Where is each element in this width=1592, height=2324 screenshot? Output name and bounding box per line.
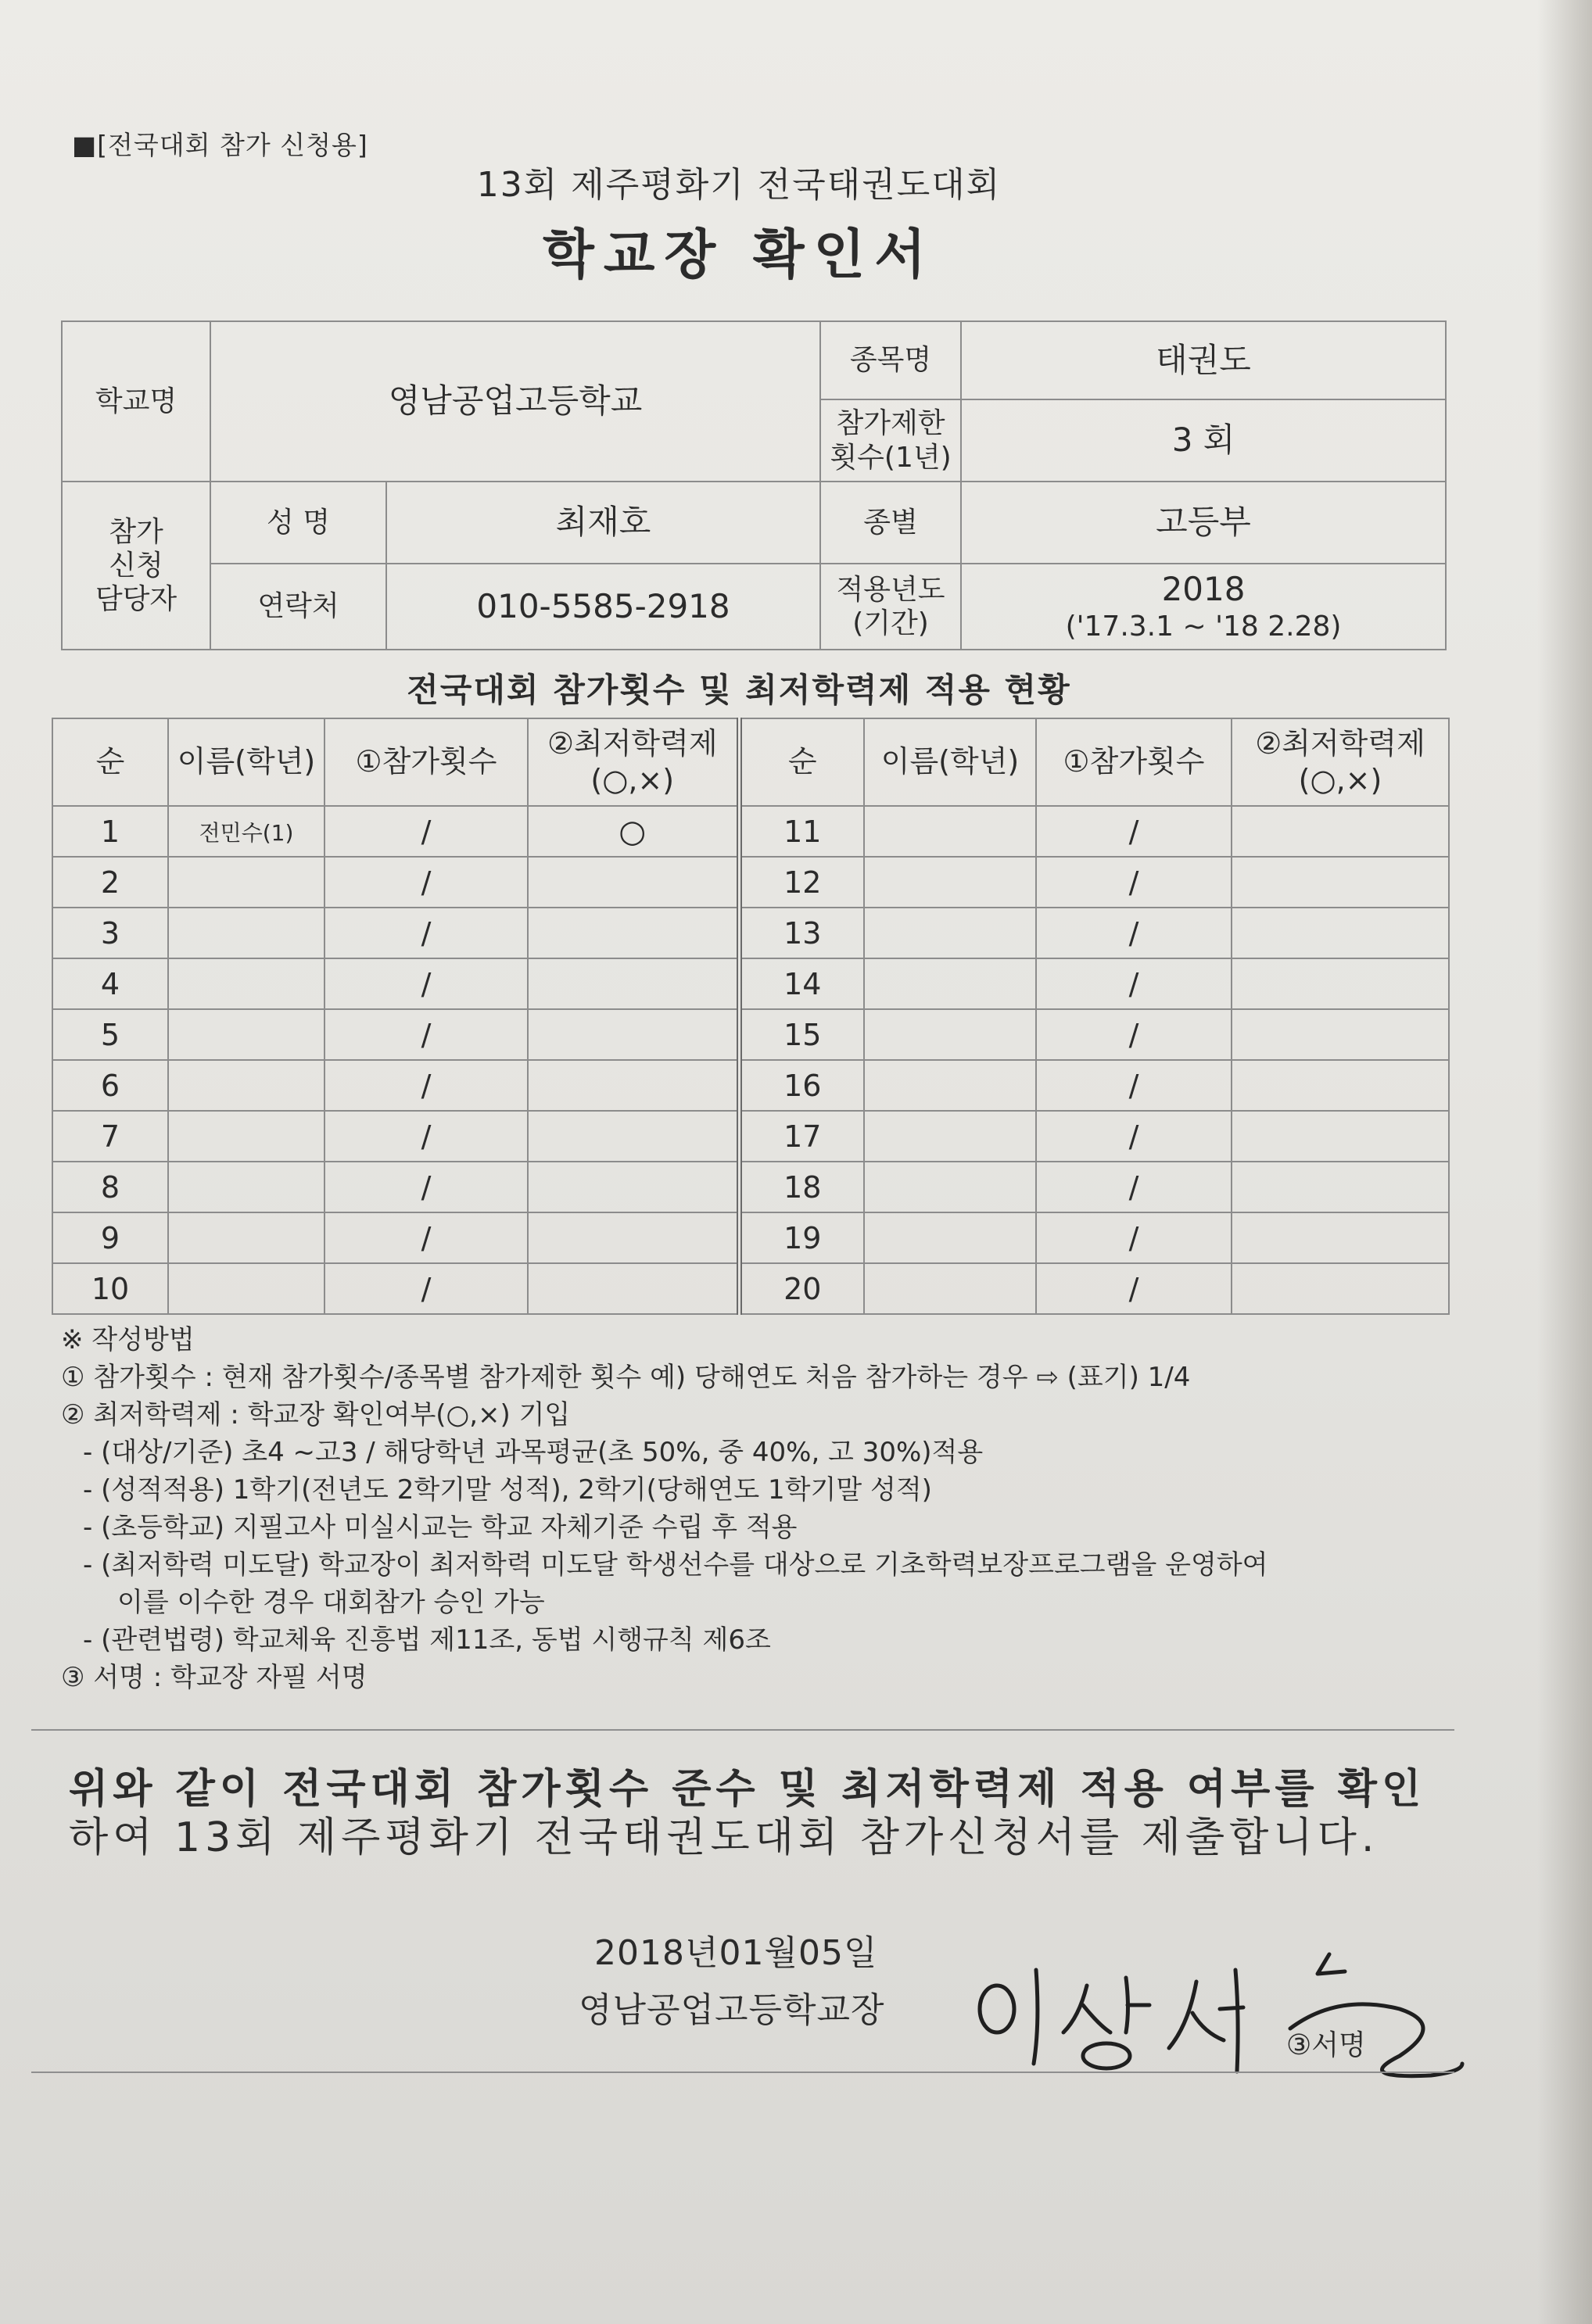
header-count-right: ①참가횟수	[1036, 718, 1232, 806]
row-count-left: /	[324, 958, 528, 1009]
row-name-right	[864, 1162, 1036, 1212]
row-min-grade-left: ○	[528, 806, 739, 857]
document-title: 학교장 확인서	[543, 224, 935, 286]
row-count-left: /	[324, 1212, 528, 1263]
header-min-grade-line2: (○,×)	[590, 763, 675, 797]
table-row	[52, 1263, 1449, 1314]
row-min-grade-left	[528, 857, 739, 908]
form-tag: ■[전국대회 참가 신청용]	[72, 130, 368, 160]
row-count-right: /	[1036, 1009, 1232, 1060]
note-laws: - (관련법령) 학교체육 진흥법 제11조, 동법 시행규칙 제6조	[83, 1624, 771, 1656]
row-min-grade-left	[528, 1111, 739, 1162]
row-count-left: /	[324, 1111, 528, 1162]
row-count-left: /	[324, 1263, 528, 1314]
row-no-left: 4	[52, 958, 168, 1009]
row-min-grade-left	[528, 908, 739, 958]
row-no-left: 2	[52, 857, 168, 908]
year-label-line1: 적용년도	[836, 573, 945, 606]
limit-label-line2: 횟수(1년)	[830, 441, 952, 474]
row-no-left: 8	[52, 1162, 168, 1212]
row-name-right	[864, 1263, 1036, 1314]
row-name-left	[168, 1162, 324, 1212]
row-no-right: 15	[739, 1009, 864, 1060]
sign-label: ③서명	[1286, 2029, 1366, 2061]
limit-value: 3 회	[961, 399, 1446, 482]
year-value: 2018	[1161, 570, 1246, 609]
row-count-left: /	[324, 908, 528, 958]
row-name-right	[864, 857, 1036, 908]
header-min-grade-right	[1232, 718, 1449, 806]
row-name-left: 전민수(1)	[168, 806, 324, 857]
row-name-right	[864, 908, 1036, 958]
row-name-left	[168, 1060, 324, 1111]
row-no-left: 1	[52, 806, 168, 857]
row-name-left	[168, 1009, 324, 1060]
table-row	[52, 1162, 1449, 1212]
row-name-right	[864, 958, 1036, 1009]
event-label: 종목명	[820, 321, 961, 399]
note-below-min: - (최저학력 미도달) 학교장이 최저학력 미도달 학생선수를 대상으로 기초학력보장프로그램을 운영하여	[83, 1549, 1268, 1581]
row-name-right	[864, 1212, 1036, 1263]
instructions	[61, 1321, 1468, 1696]
row-name-left	[168, 857, 324, 908]
table-row	[52, 857, 1449, 908]
row-no-right: 11	[739, 806, 864, 857]
row-count-left: /	[324, 1009, 528, 1060]
row-name-right	[864, 1111, 1036, 1162]
row-name-left	[168, 1111, 324, 1162]
row-name-left	[168, 908, 324, 958]
row-no-left: 5	[52, 1009, 168, 1060]
limit-label-line1: 참가제한	[836, 407, 945, 440]
note-signature: ③ 서명 : 학교장 자필 서명	[61, 1662, 368, 1693]
divider-bottom	[31, 2072, 1454, 2073]
header-count: ①참가횟수	[324, 718, 528, 806]
row-name-right	[864, 1060, 1036, 1111]
table-row	[52, 1212, 1449, 1263]
row-no-right: 19	[739, 1212, 864, 1263]
row-no-right: 17	[739, 1111, 864, 1162]
table-row	[52, 908, 1449, 958]
contact-label-line3: 담당자	[95, 583, 177, 616]
row-count-right: /	[1036, 1162, 1232, 1212]
row-no-left: 6	[52, 1060, 168, 1111]
limit-label	[820, 399, 961, 482]
division-label: 종별	[820, 482, 961, 564]
row-name-right	[864, 806, 1036, 857]
row-name-left	[168, 1212, 324, 1263]
event-value: 태권도	[961, 321, 1446, 399]
header-min-grade-line1: ②최저학력제	[547, 725, 718, 761]
row-count-left: /	[324, 1162, 528, 1212]
table-row	[52, 806, 1449, 857]
row-min-grade-left	[528, 1263, 739, 1314]
issue-date: 2018년01월05일	[594, 1933, 878, 1973]
name-value: 최재호	[386, 482, 820, 564]
roster-title: 전국대회 참가횟수 및 최저학력제 적용 현황	[407, 671, 1071, 709]
row-min-grade-left	[528, 958, 739, 1009]
contact-label-line2: 신청	[109, 549, 163, 582]
row-min-grade-right	[1232, 1162, 1449, 1212]
paper-shadow	[1537, 0, 1592, 2324]
row-count-left: /	[324, 1060, 528, 1111]
row-no-right: 16	[739, 1060, 864, 1111]
row-min-grade-right	[1232, 1009, 1449, 1060]
note-participation: ① 참가횟수 : 현재 참가횟수/종목별 참가제한 횟수 예) 당해연도 처음 참가하는 경우 ⇨ (표기) 1/4	[61, 1362, 1191, 1393]
row-count-left: /	[324, 806, 528, 857]
event-subtitle: 13회 제주평화기 전국태권도대회	[476, 165, 1002, 205]
year-label	[820, 564, 961, 650]
row-name-right	[864, 1009, 1036, 1060]
note-target: - (대상/기준) 초4 ~고3 / 해당학년 과목평균(초 50%, 중 40%, 고 30%)적용	[83, 1437, 984, 1468]
row-min-grade-right	[1232, 806, 1449, 857]
row-min-grade-right	[1232, 1263, 1449, 1314]
header-min-grade-right-line2: (○,×)	[1298, 763, 1382, 797]
row-count-right: /	[1036, 1060, 1232, 1111]
year-value-cell	[961, 564, 1446, 650]
contact-label	[62, 482, 210, 650]
declaration	[69, 1765, 1445, 1862]
phone-label: 연락처	[210, 564, 386, 650]
phone-value: 010-5585-2918	[386, 564, 820, 650]
row-count-right: /	[1036, 1263, 1232, 1314]
row-count-right: /	[1036, 806, 1232, 857]
row-no-right: 12	[739, 857, 864, 908]
school-info-table	[61, 320, 1447, 650]
row-no-left: 3	[52, 908, 168, 958]
row-min-grade-left	[528, 1060, 739, 1111]
header-min-grade	[528, 718, 739, 806]
row-no-right: 18	[739, 1162, 864, 1212]
declaration-line1: 위와 같이 전국대회 참가횟수 준수 및 최저학력제 적용 여부를 확인	[69, 1766, 1426, 1813]
row-no-left: 7	[52, 1111, 168, 1162]
roster-body	[52, 806, 1449, 1314]
header-name: 이름(학년)	[168, 718, 324, 806]
name-label: 성 명	[210, 482, 386, 564]
period-value: ('17.3.1 ~ '18 2.28)	[1065, 610, 1342, 643]
header-no: 순	[52, 718, 168, 806]
row-min-grade-right	[1232, 1111, 1449, 1162]
school-label: 학교명	[62, 321, 210, 482]
row-min-grade-right	[1232, 958, 1449, 1009]
table-row	[52, 1009, 1449, 1060]
row-count-left: /	[324, 857, 528, 908]
note-elementary: - (초등학교) 지필고사 미실시교는 학교 자체기준 수립 후 적용	[83, 1512, 798, 1543]
note-below-min-cont: 이를 이수한 경우 대회참가 승인 가능	[117, 1587, 545, 1618]
roster-table	[52, 718, 1450, 1315]
row-no-right: 14	[739, 958, 864, 1009]
header-no-right: 순	[739, 718, 864, 806]
row-count-right: /	[1036, 857, 1232, 908]
principal-title: 영남공업고등학교장	[579, 1990, 885, 2030]
table-row	[52, 1111, 1449, 1162]
header-min-grade-right-line1: ②최저학력제	[1255, 725, 1425, 761]
divider-top	[31, 1729, 1454, 1731]
row-name-left	[168, 958, 324, 1009]
row-min-grade-right	[1232, 1212, 1449, 1263]
row-min-grade-right	[1232, 857, 1449, 908]
row-no-left: 9	[52, 1212, 168, 1263]
note-min-grade: ② 최저학력제 : 학교장 확인여부(○,×) 기입	[61, 1399, 571, 1431]
row-no-left: 10	[52, 1263, 168, 1314]
school-value: 영남공업고등학교	[210, 321, 820, 482]
table-row	[52, 958, 1449, 1009]
instructions-heading: ※ 작성방법	[61, 1324, 195, 1355]
row-min-grade-left	[528, 1162, 739, 1212]
row-count-right: /	[1036, 958, 1232, 1009]
row-min-grade-left	[528, 1212, 739, 1263]
row-count-right: /	[1036, 1111, 1232, 1162]
note-grades-applied: - (성적적용) 1학기(전년도 2학기말 성적), 2학기(당해연도 1학기말 성적)	[83, 1474, 932, 1506]
row-min-grade-right	[1232, 1060, 1449, 1111]
row-min-grade-left	[528, 1009, 739, 1060]
table-row	[52, 1060, 1449, 1111]
row-count-right: /	[1036, 908, 1232, 958]
division-value: 고등부	[961, 482, 1446, 564]
row-min-grade-right	[1232, 908, 1449, 958]
header-name-right: 이름(학년)	[864, 718, 1036, 806]
row-no-right: 13	[739, 908, 864, 958]
row-name-left	[168, 1263, 324, 1314]
contact-label-line1: 참가	[109, 515, 163, 548]
declaration-line2: 하여 13회 제주평화기 전국태권도대회 참가신청서를 제출합니다.	[69, 1814, 1379, 1861]
row-no-right: 20	[739, 1263, 864, 1314]
row-count-right: /	[1036, 1212, 1232, 1263]
year-label-line2: (기간)	[852, 607, 929, 639]
